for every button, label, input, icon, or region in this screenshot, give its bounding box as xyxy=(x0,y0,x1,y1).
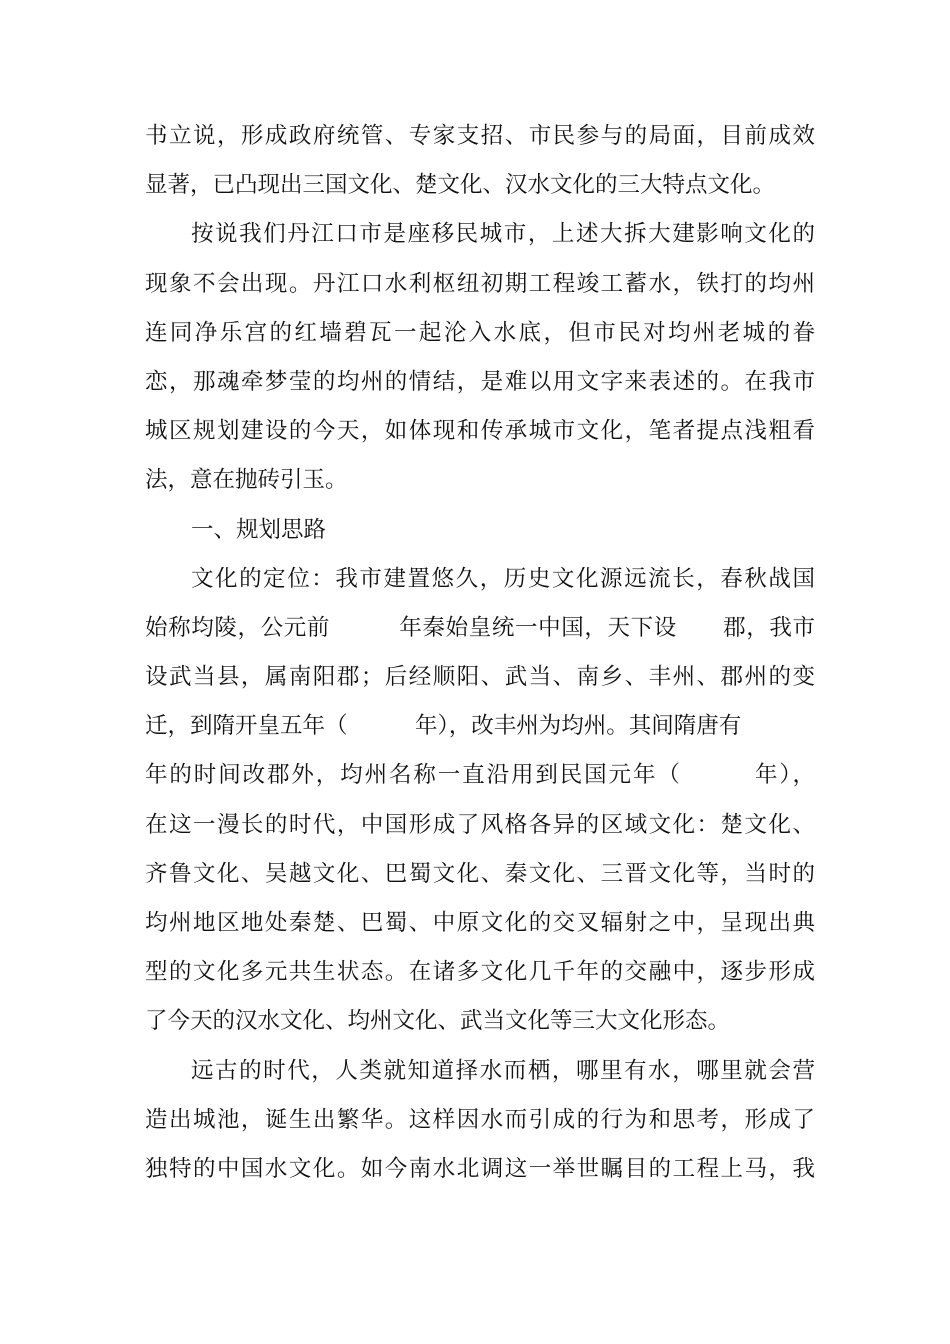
text-line: 造出城池，诞生出繁华。这样因水而引成的行为和思考，形成了 xyxy=(145,1106,815,1133)
text-line: 书立说，形成政府统管、专家支招、市民参与的局面，目前成效 xyxy=(145,123,815,149)
text-line: 年的时间改郡外，均州名称一直沿用到民国元年（ 年）， xyxy=(145,762,815,789)
text-line: 文化的定位：我市建置悠久，历史文化源远流长，春秋战国 xyxy=(191,565,815,592)
text-line: 远古的时代，人类就知道择水而栖，哪里有水，哪里就会营 xyxy=(191,1057,815,1084)
text-line: 城区规划建设的今天，如体现和传承城市文化，笔者提点浅粗看 xyxy=(145,418,815,445)
body-text xyxy=(145,112,815,1194)
text-line: 一、规划思路 xyxy=(191,516,327,543)
text-line: 均州地区地处秦楚、巴蜀、中原文化的交叉辐射之中，呈现出典 xyxy=(145,910,815,936)
text-line: 恋，那魂牵梦莹的均州的情结，是难以用文字来表述的。在我市 xyxy=(145,368,815,395)
text-line: 齐鲁文化、吴越文化、巴蜀文化、秦文化、三晋文化等，当时的 xyxy=(145,860,815,887)
text-line: 型的文化多元共生状态。在诸多文化几千年的交融中，逐步形成 xyxy=(145,959,815,986)
text-line: 显著，已凸现出三国文化、楚文化、汉水文化的三大特点文化。 xyxy=(145,172,776,199)
text-line: 连同净乐宫的红墙碧瓦一起沦入水底，但市民对均州老城的眷 xyxy=(145,319,815,346)
text-line: 按说我们丹江口市是座移民城市，上述大拆大建影响文化的 xyxy=(191,221,815,248)
text-line: 设武当县，属南阳郡；后经顺阳、武当、南乡、丰州、郡州的变 xyxy=(145,664,815,691)
text-line: 始称均陵，公元前 年秦始皇统一中国，天下设 郡，我市 xyxy=(145,614,815,641)
text-line: 法，意在抛砖引玉。 xyxy=(145,467,348,494)
text-line: 独特的中国水文化。如今南水北调这一举世瞩目的工程上马，我 xyxy=(145,1155,815,1182)
text-line: 了今天的汉水文化、均州文化、武当文化等三大文化形态。 xyxy=(145,1008,731,1035)
text-line: 在这一漫长的时代，中国形成了风格各异的区域文化：楚文化、 xyxy=(145,811,815,838)
text-line: 迁，到隋开皇五年（ 年），改丰州为均州。其间隋唐有 xyxy=(145,713,742,740)
text-line: 现象不会出现。丹江口水利枢纽初期工程竣工蓄水，铁打的均州 xyxy=(145,270,815,297)
